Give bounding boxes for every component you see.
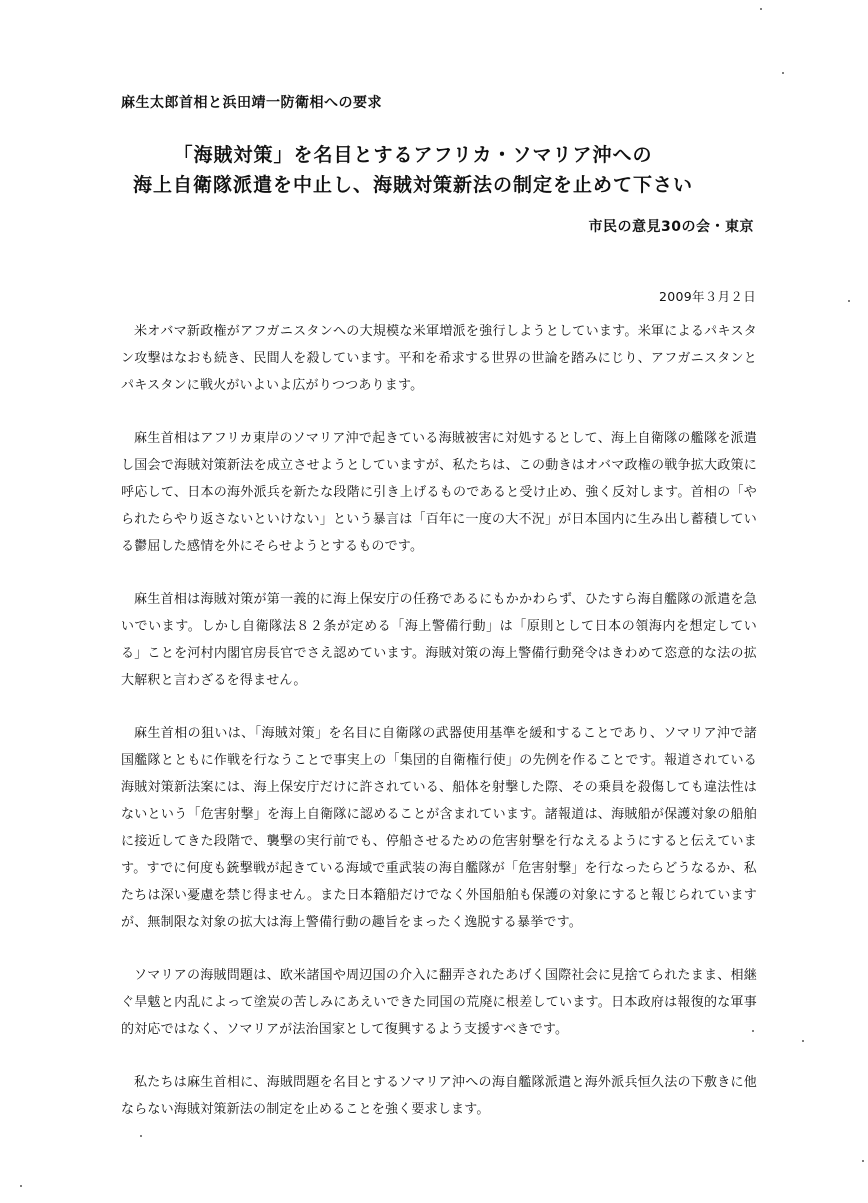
document-title-line-2: 海上自衛隊派遣を中止し、海賊対策新法の制定を止めて下さい xyxy=(132,174,693,196)
document-body xyxy=(121,318,757,1149)
sender-organization: 市民の意見30の会・東京 xyxy=(588,219,754,235)
scan-speck xyxy=(802,1040,804,1042)
document-title-line-1: 「海賊対策」を名目とするアフリカ・ソマリア沖への xyxy=(173,144,653,166)
scan-speck xyxy=(760,8,762,10)
body-paragraph-4: 麻生首相の狙いは、「海賊対策」を名目に自衛隊の武器使用基準を緩和することであり、ソマリア沖で諸国艦隊とともに作戦を行なうことで事実上の「集団的自衛権行使」の先例を作ることです。報道されている海賊対策新法案には、海上保安庁だけに許されている、船体を射撃した際、その乗員を殺傷しても違法性はないという「危害射撃」を海上自衛隊に認めることが含まれています。諸報道は、海賊船が保護対象の船舶に接近してきた段階で、襲撃の実行前でも、停船させるための危害射撃を行なえるようにすると伝えています。すでに何度も銃撃戦が起きている海域で重武装の海自艦隊が「危害射撃」を行なったらどうなるか、私たちは深い憂慮を禁じ得ません。また日本籍船だけでなく外国船舶も保護の対象にすると報じられていますが、無制限な対象の拡大は海上警備行動の趣旨をまったく逸脱する暴挙です。 xyxy=(121,726,757,930)
scan-speck xyxy=(752,1030,754,1032)
body-paragraph-5: ソマリアの海賊問題は、欧米諸国や周辺国の介入に翻弄されたあげく国際社会に見捨てられたまま、相継ぐ旱魃と内乱によって塗炭の苦しみにあえいできた同国の荒廃に根差しています。日本政府は報復的な軍事的対応ではなく、ソマリアが法治国家として復興するよう支援すべきです。 xyxy=(121,968,757,1037)
scan-speck xyxy=(20,1185,22,1187)
scan-speck xyxy=(862,1160,864,1162)
document-date: 2009年３月２日 xyxy=(658,289,756,304)
body-paragraph-6: 私たちは麻生首相に、海賊問題を名目とするソマリア沖への海自艦隊派遣と海外派兵恒久法の下敷きに他ならない海賊対策新法の制定を止めることを強く要求します。 xyxy=(121,1075,757,1117)
scan-speck xyxy=(140,1135,142,1137)
scan-speck xyxy=(848,300,850,302)
body-paragraph-2: 麻生首相はアフリカ東岸のソマリア沖で起きている海賊被害に対処するとして、海上自衛隊の艦隊を派遣し国会で海賊対策新法を成立させようとしていますが、私たちは、この動きはオバマ政権の戦争拡大政策に呼応して、日本の海外派兵を新たな段階に引き上げるものであると受け止め、強く反対します。首相の「やられたらやり返さないといけない」という暴言は「百年に一度の大不況」が日本国内に生み出し蓄積している鬱屈した感情を外にそらせようとするものです。 xyxy=(121,431,757,554)
addressee-line: 麻生太郎首相と浜田靖一防衛相への要求 xyxy=(121,95,382,111)
body-paragraph-3: 麻生首相は海賊対策が第一義的に海上保安庁の任務であるにもかかわらず、ひたすら海自艦隊の派遣を急いでいます。しかし自衛隊法８２条が定める「海上警備行動」は「原則として日本の領海内を想定している」ことを河村内閣官房長官でさえ認めています。海賊対策の海上警備行動発令はきわめて恣意的な法の拡大解釈と言わざるを得ません。 xyxy=(121,592,757,688)
scan-speck xyxy=(782,72,784,74)
body-paragraph-1: 米オバマ新政権がアフガニスタンへの大規模な米軍増派を強行しようとしています。米軍によるパキスタン攻撃はなおも続き、民間人を殺しています。平和を希求する世界の世論を踏みにじり、アフガニスタンとパキスタンに戦火がいよいよ広がりつつあります。 xyxy=(121,324,757,393)
